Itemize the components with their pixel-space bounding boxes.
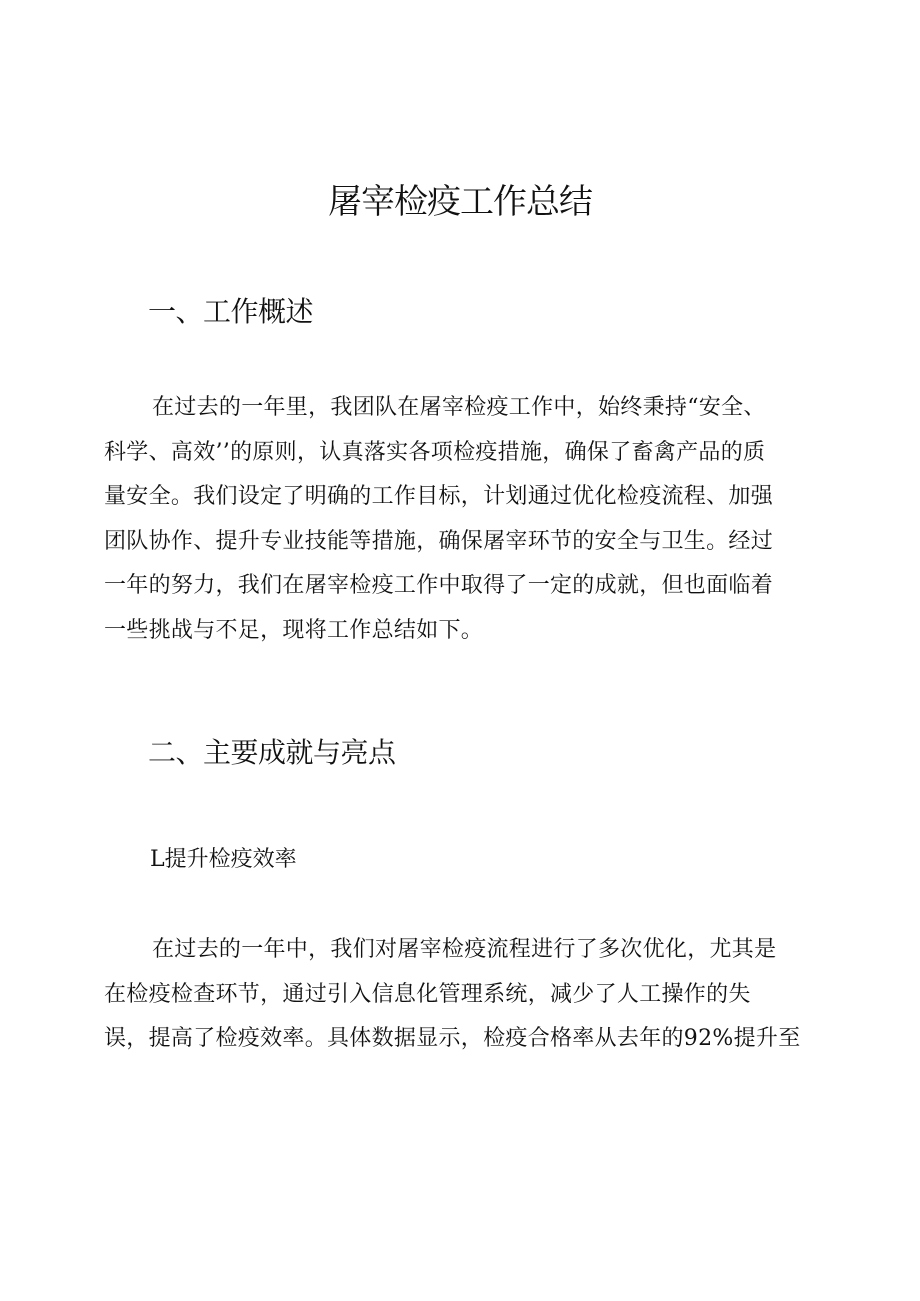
paragraph-line: 误，提高了检疫效率。具体数据显示，检疫合格率从去年的92%提升至 — [104, 1026, 801, 1051]
subheading-efficiency: L提升检疫效率 — [150, 847, 297, 872]
paragraph-line: 科学、高效’’的原则，认真落实各项检疫措施，确保了畜禽产品的质 — [104, 439, 766, 465]
paragraph-line: 在过去的一年里，我团队在屠宰检疫工作中，始终秉持“安全、 — [152, 395, 766, 420]
overview-paragraph — [104, 386, 824, 653]
paragraph-line: 一年的努力，我们在屠宰检疫工作中取得了一定的成就，但也面临着 — [104, 573, 774, 598]
paragraph-line: 一些挑战与不足，现将工作总结如下。 — [104, 617, 484, 643]
section-heading-overview: 一、工作概述 — [148, 295, 314, 328]
document-title: 屠宰检疫工作总结 — [328, 182, 592, 222]
paragraph-line: 在过去的一年中，我们对屠宰检疫流程进行了多次优化，尤其是 — [152, 937, 777, 962]
paragraph-line: 量安全。我们设定了明确的工作目标，计划通过优化检疫流程、加强 — [104, 484, 774, 509]
efficiency-paragraph — [104, 928, 824, 1062]
section-heading-achievements: 二、主要成就与亮点 — [148, 736, 396, 769]
paragraph-line: 团队协作、提升专业技能等措施，确保屠宰环节的安全与卫生。经过 — [104, 528, 774, 554]
paragraph-line: 在检疫检查环节，通过引入信息化管理系统，减少了人工操作的失 — [104, 981, 751, 1007]
